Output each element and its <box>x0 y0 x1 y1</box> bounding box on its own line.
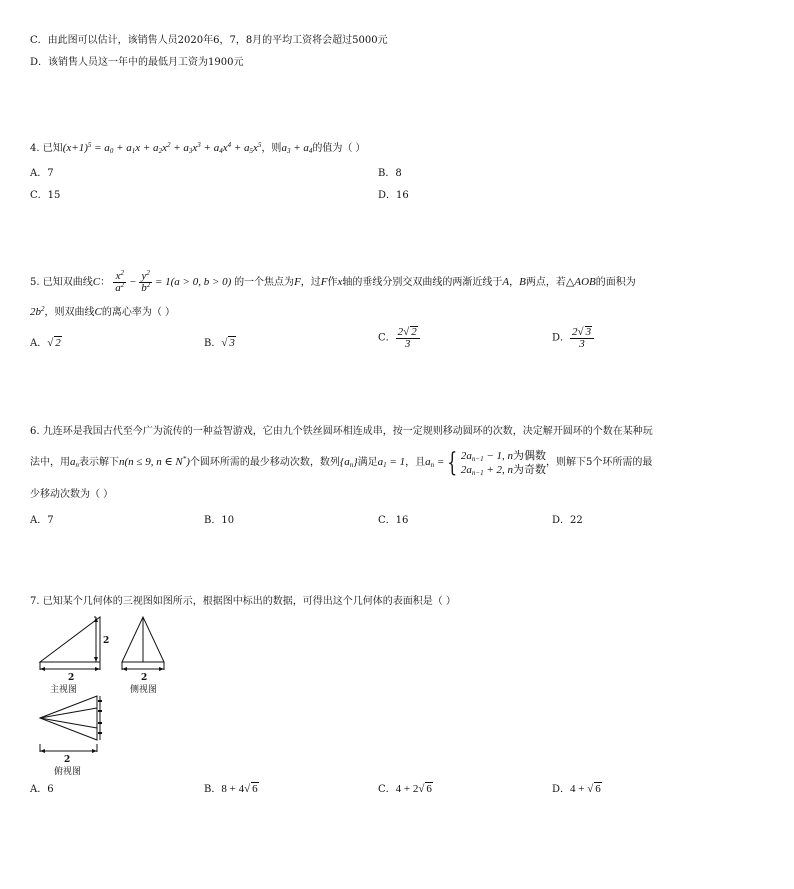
q4-option-c[interactable]: C．15 <box>30 190 61 201</box>
q4-prefix: 4. 已知 <box>30 143 63 154</box>
q6-stem-line1: 6. 九连环是我国古代至今广为流传的一种益智游戏，它由九个铁丝圆环相连成串，按一定规则移动圆环的次数，决定解开圆环的个数在某种玩 <box>30 426 653 437</box>
q3-option-d: D．该销售人员这一年中的最低月工资为1900元 <box>30 57 244 68</box>
q4-equation: $(x+1)^5 = a_0 + a_1x + a_2x^2 + a_3x^3 + a_4x^4 + a_5x^5$ <box>62 141 262 155</box>
front-view <box>40 617 100 670</box>
side-view <box>122 617 164 670</box>
q6-stem-line2: 法中，用$a_n$表示解下n(n ≤ 9, n ∈ N*)个圆环所需的最少移动次数，数列$\{a_n\}$满足$a_1 = 1$，且$a_n$ = { $2a_{n-1} - 1$, n为偶数 $2a_{n-1} + 2$, n为奇数，则解下5个环所需的最 <box>30 447 653 478</box>
q7-option-b[interactable]: B．8 + 4√ 6 <box>204 783 258 795</box>
q5-stem-line1: 5. 已知双曲线C： $\frac{x^2}{a^2}$ − $\frac{y^2}{b^2}$ = 1(a > 0, b > 0) 的一个焦点为F，过F作x轴的垂线分别交双曲线的两渐近线于A，B两点，若△AOB的面积为 <box>30 268 636 294</box>
front-view-label: 主视图 <box>50 685 78 695</box>
q7-option-a[interactable]: A．6 <box>30 784 54 795</box>
q4-stem <box>30 141 366 156</box>
side-width-label: 2 <box>141 673 148 683</box>
q4-suffix: 的值为（ ） <box>312 143 366 154</box>
q7-option-d[interactable]: D．4 + √ 6 <box>552 783 601 795</box>
top-view <box>40 696 100 752</box>
q3-option-c: C．由此图可以估计，该销售人员2020年6，7，8月的平均工资将会超过5000元 <box>30 35 388 46</box>
side-view-label: 侧视图 <box>130 685 158 695</box>
q5-option-b[interactable]: B．√ 3 <box>204 337 235 349</box>
q4-sum-expr: $a_3 + a_4$ <box>281 142 313 155</box>
front-width-label: 2 <box>68 673 75 683</box>
q6-option-b[interactable]: B．10 <box>204 515 235 526</box>
q4-option-b[interactable]: B．8 <box>378 168 402 179</box>
q6-option-c[interactable]: C．16 <box>378 515 409 526</box>
top-view-label: 俯视图 <box>54 767 82 777</box>
q7-option-c[interactable]: C．4 + 2√ 6 <box>378 783 432 795</box>
q4-option-d[interactable]: D．16 <box>378 190 409 201</box>
q6-piecewise-brace: { <box>447 447 458 478</box>
front-height-label: 2 <box>103 636 110 646</box>
q5-option-a[interactable]: A．√ 2 <box>30 337 61 349</box>
q5-option-d[interactable]: D． $\frac{2√ 3}{3}$ <box>552 326 594 350</box>
q6-option-a[interactable]: A．7 <box>30 515 54 526</box>
q4-option-a[interactable]: A．7 <box>30 168 54 179</box>
q7-three-view-figure <box>30 612 200 777</box>
q5-stem-line2: $2b^2$，则双曲线C的离心率为（ ） <box>30 305 176 318</box>
top-width-label: 2 <box>64 755 71 765</box>
q6-piecewise: $2a_{n-1} - 1$, n为偶数 $2a_{n-1} + 2$, n为奇数 <box>460 448 547 477</box>
q5-option-c[interactable]: C． $\frac{2√ 2}{3}$ <box>378 326 420 350</box>
q5-hyperbola-eq: $\frac{x^2}{a^2}$ − $\frac{y^2}{b^2}$ = 1(a > 0, b > 0) <box>115 268 235 294</box>
q6-option-d[interactable]: D．22 <box>552 515 583 526</box>
q7-stem: 7. 已知某个几何体的三视图如图所示，根据图中标出的数据，可得出这个几何体的表面积是（ ） <box>30 596 456 607</box>
q4-mid: ，则 <box>261 143 282 154</box>
q6-stem-line3: 少移动次数为（ ） <box>30 489 114 500</box>
